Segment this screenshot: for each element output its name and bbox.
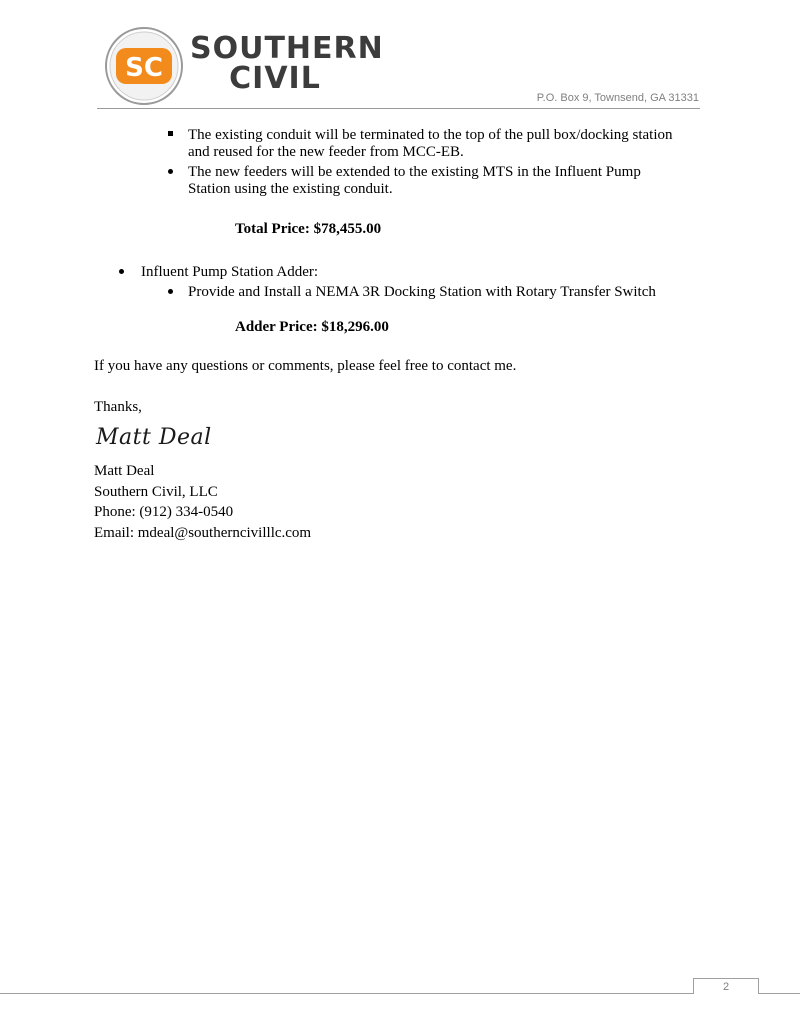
header-divider	[97, 108, 700, 109]
list-item: The existing conduit will be terminated to the top of the pull box/docking station	[188, 127, 673, 143]
handwritten-signature: Matt Deal	[96, 425, 212, 450]
page-number: 2	[693, 978, 759, 994]
list-item-continuation: Station using the existing conduit.	[188, 181, 393, 197]
signer-phone: Phone: (912) 334-0540	[94, 504, 234, 520]
footer-divider	[0, 993, 800, 994]
round-bullet-icon	[119, 269, 124, 274]
company-name-line2: CIVIL	[229, 61, 321, 96]
list-item: Influent Pump Station Adder:	[141, 264, 319, 280]
company-name-line1: SOUTHERN	[190, 31, 384, 66]
signer-company: Southern Civil, LLC	[94, 483, 218, 500]
company-name	[190, 31, 384, 96]
list-item-continuation: and reused for the new feeder from MCC-EB.	[188, 144, 464, 160]
logo-monogram: SC	[125, 53, 163, 83]
signer-name: Matt Deal	[94, 463, 155, 479]
sign-off: Thanks,	[94, 399, 142, 415]
letterhead	[0, 0, 800, 112]
round-bullet-icon	[168, 169, 173, 174]
list-item: The new feeders will be extended to the existing MTS in the Influent Pump	[188, 164, 641, 180]
round-bullet-icon	[168, 289, 173, 294]
adder-price: Adder Price: $18,296.00	[235, 319, 389, 335]
company-address: P.O. Box 9, Townsend, GA 31331	[536, 92, 699, 104]
list-item: Provide and Install a NEMA 3R Docking Station with Rotary Transfer Switch	[188, 284, 656, 300]
closing-paragraph: If you have any questions or comments, please feel free to contact me.	[94, 358, 517, 374]
square-bullet-icon	[168, 131, 173, 136]
company-logo	[104, 26, 184, 106]
contact-block	[94, 461, 311, 543]
total-price: Total Price: $78,455.00	[235, 221, 382, 237]
signer-email: Email: mdeal@southerncivilllc.com	[94, 524, 312, 541]
